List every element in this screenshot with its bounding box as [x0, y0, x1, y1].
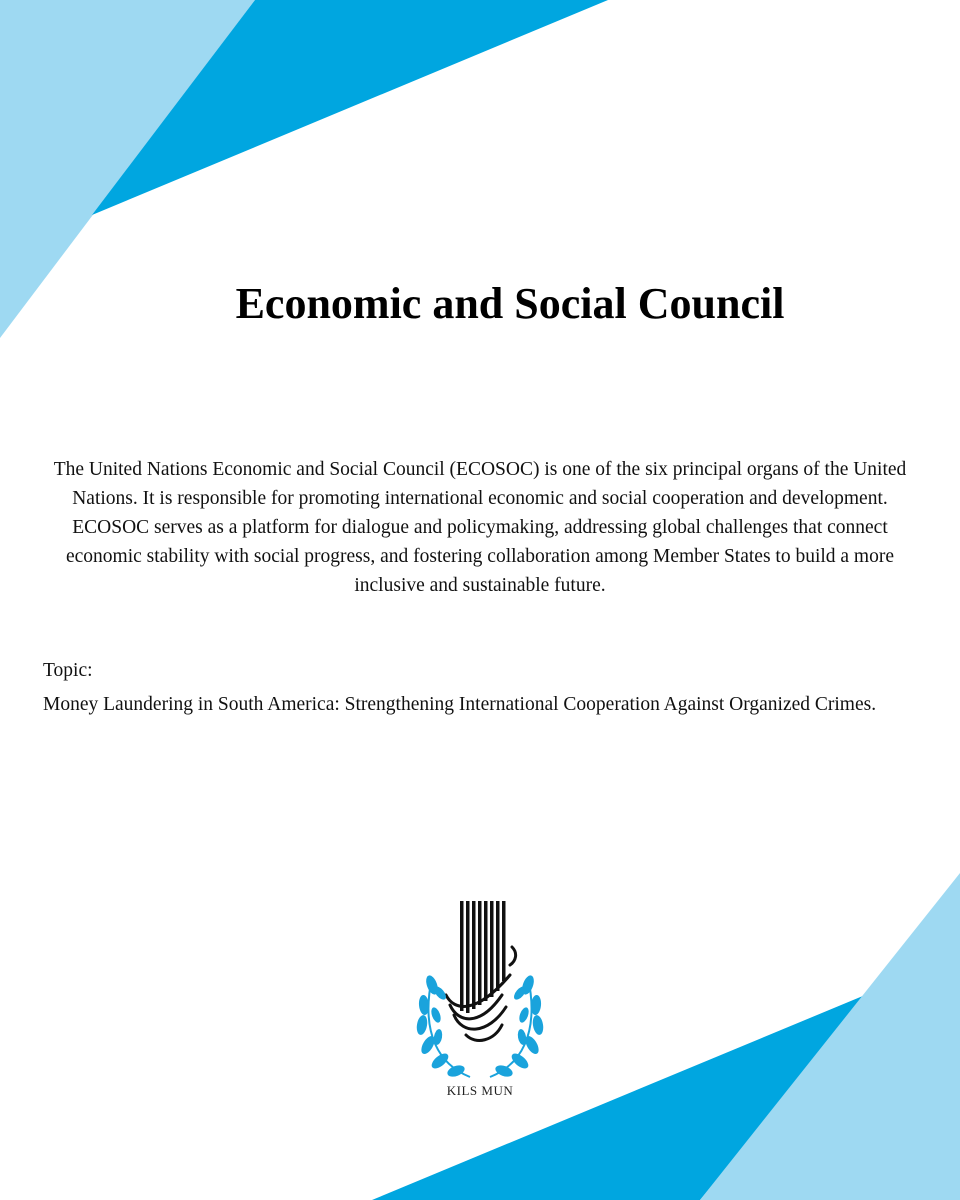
council-description: The United Nations Economic and Social Council (ECOSOC) is one of the six principal organs of the United Nations. It is responsible for promoting international economic and social cooperation and development. ECOSOC serves as a platform for dialogue and policymaking, addressing global challenges that connect economic stability with social progress, and fostering collaboration among Member States to build a more inclusive and sustainable future.: [53, 459, 907, 596]
topic-label: Topic:: [43, 660, 93, 681]
kils-mun-logo-icon: [410, 895, 550, 1105]
topic-text: Money Laundering in South America: Strengthening International Cooperation Against Organized Crimes.: [43, 694, 877, 715]
page-title: Economic and Social Council: [235, 279, 785, 328]
logo-name: KILS MUN: [446, 1083, 514, 1098]
